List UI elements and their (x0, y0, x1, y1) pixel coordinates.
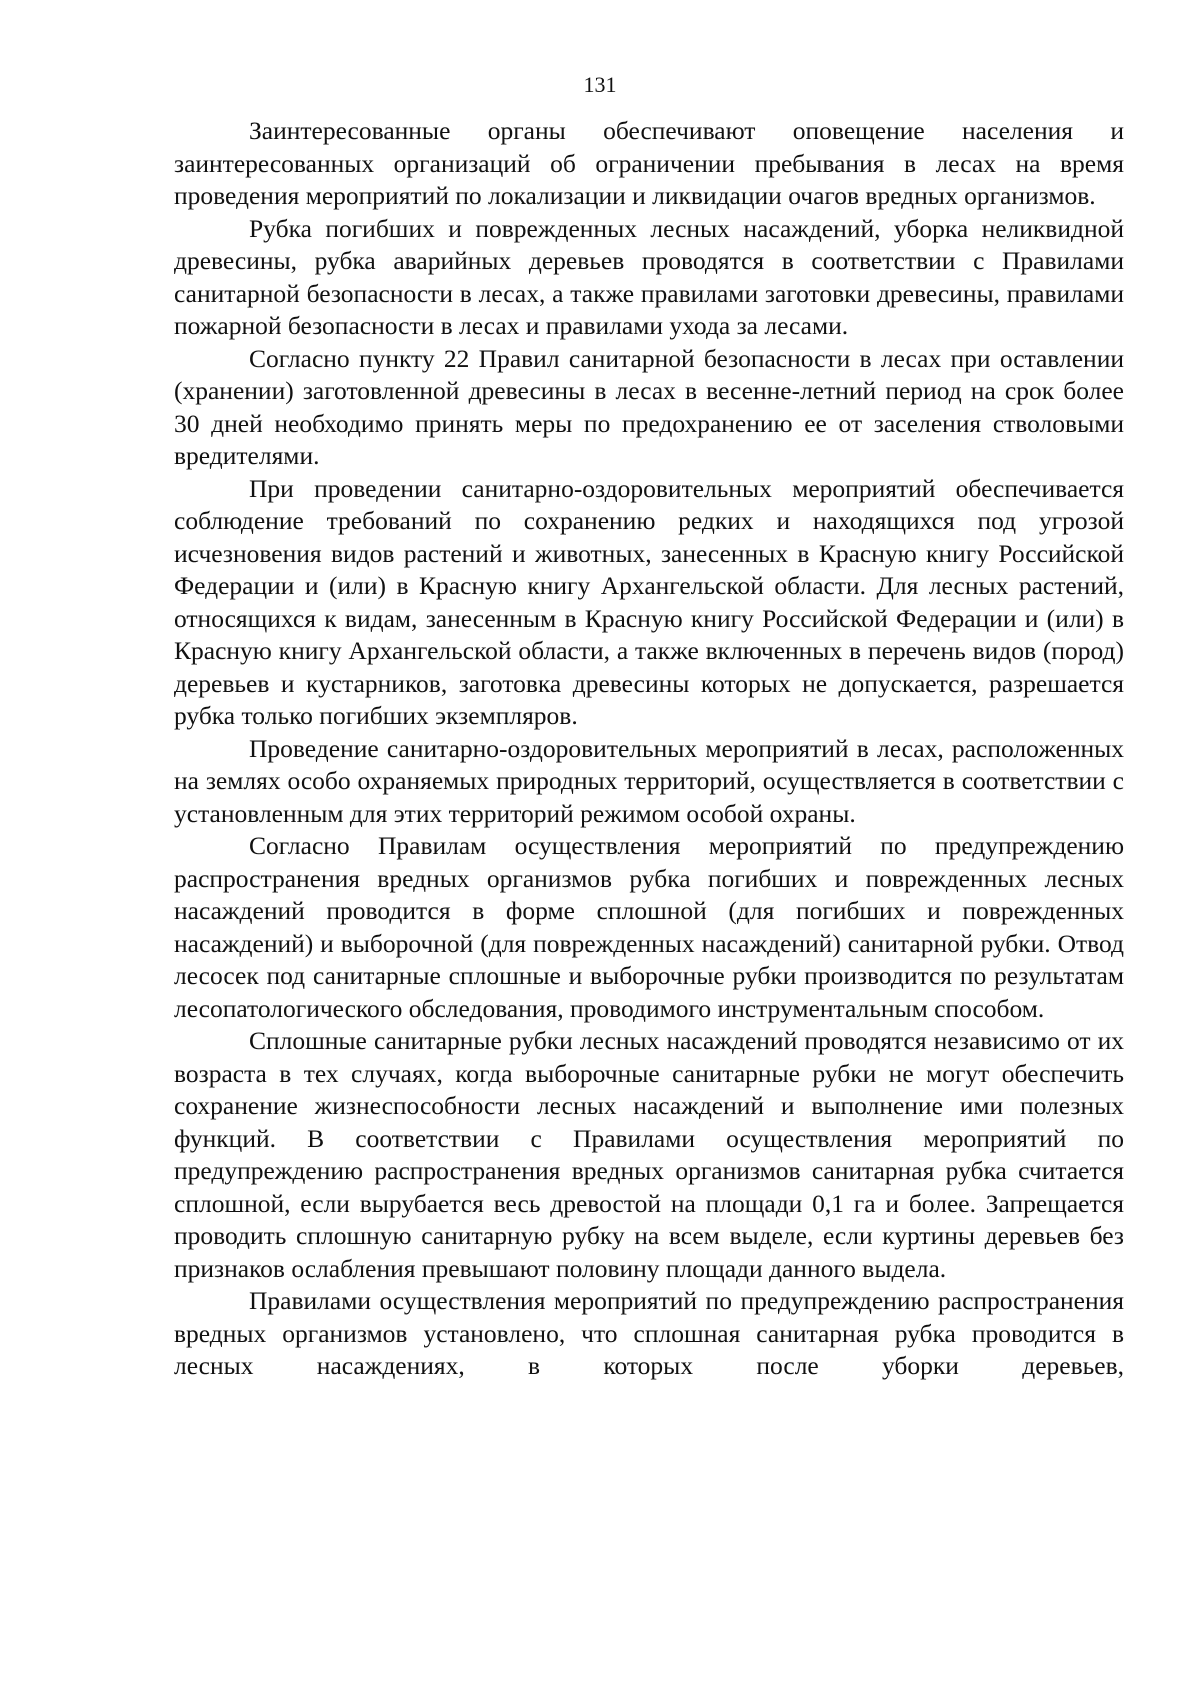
paragraph-felling-rules: Рубка погибших и поврежденных лесных насаждений, уборка неликвидной древесины, рубка аварийных деревьев проводятся в соответствии с Правилами санитарной безопасности в лесах, а также правилами заготовки древесины, правилами пожарной безопасности в лесах и правилами ухода за лесами. (174, 213, 1124, 340)
paragraph-wood-storage: Согласно пункту 22 Правил санитарной безопасности в лесах при оставлении (хранении) заготовленной древесины в лесах в весенне-летний период на срок более 30 дней необходимо принять меры по предохранению ее от заселения стволовыми вредителями. (174, 343, 1124, 470)
paragraph-clear-felling-conditions: Правилами осуществления мероприятий по предупреждению распространения вредных организмов установлено, что сплошная санитарная рубка проводится в лесных насаждениях, в которых после уборки деревьев, (174, 1286, 1124, 1380)
paragraph-protected-areas: Проведение санитарно-оздоровительных мероприятий в лесах, расположенных на землях особо охраняемых природных территорий, осуществляется в соответствии с установленным для этих территорий режимом особой охраны. (174, 733, 1124, 828)
page-number: 131 (583, 72, 617, 97)
paragraph-felling-forms: Согласно Правилам осуществления мероприятий по предупреждению распространения вредных организмов рубка погибших и поврежденных лесных насаждений проводится в форме сплошной (для погибших и поврежденных насаждений) и выборочной (для поврежденных насаждений) санитарной рубки. Отвод лесосек под санитарные сплошные и выборочные рубки производится по результатам лесопатологического обследования, проводимого инструментальным способом. (174, 831, 1124, 1023)
paragraph-red-book: При проведении санитарно-оздоровительных мероприятий обеспечивается соблюдение требований по сохранению редких и находящихся под угрозой исчезновения видов растений и животных, занесенных в Красную книгу Российской Федерации и (или) в Красную книгу Архангельской области. Для лесных растений, относящихся к видам, занесенным в Красную книгу Российской Федерации и (или) в Красную книгу Архангельской области, а также включенных в перечень видов (пород) деревьев и кустарников, заготовка древесины которых не допускается, разрешается рубка только погибших экземпляров. (174, 473, 1124, 730)
paragraph-clear-sanitary-felling: Сплошные санитарные рубки лесных насаждений проводятся независимо от их возраста в тех случаях, когда выборочные санитарные рубки не могут обеспечить сохранение жизнеспособности лесных насаждений и выполнение ими полезных функций. В соответствии с Правилами осуществления мероприятий по предупреждению распространения вредных организмов санитарная рубка считается сплошной, если вырубается весь древостой на площади 0,1 га и более. Запрещается проводить сплошную санитарную рубку на всем выделе, если куртины деревьев без признаков ослабления превышают половину площади данного выдела. (174, 1026, 1124, 1283)
paragraph-notification: Заинтересованные органы обеспечивают оповещение населения и заинтересованных организаций об ограничении пребывания в лесах на время проведения мероприятий по локализации и ликвидации очагов вредных организмов. (174, 116, 1124, 210)
body-text (174, 115, 1124, 1383)
